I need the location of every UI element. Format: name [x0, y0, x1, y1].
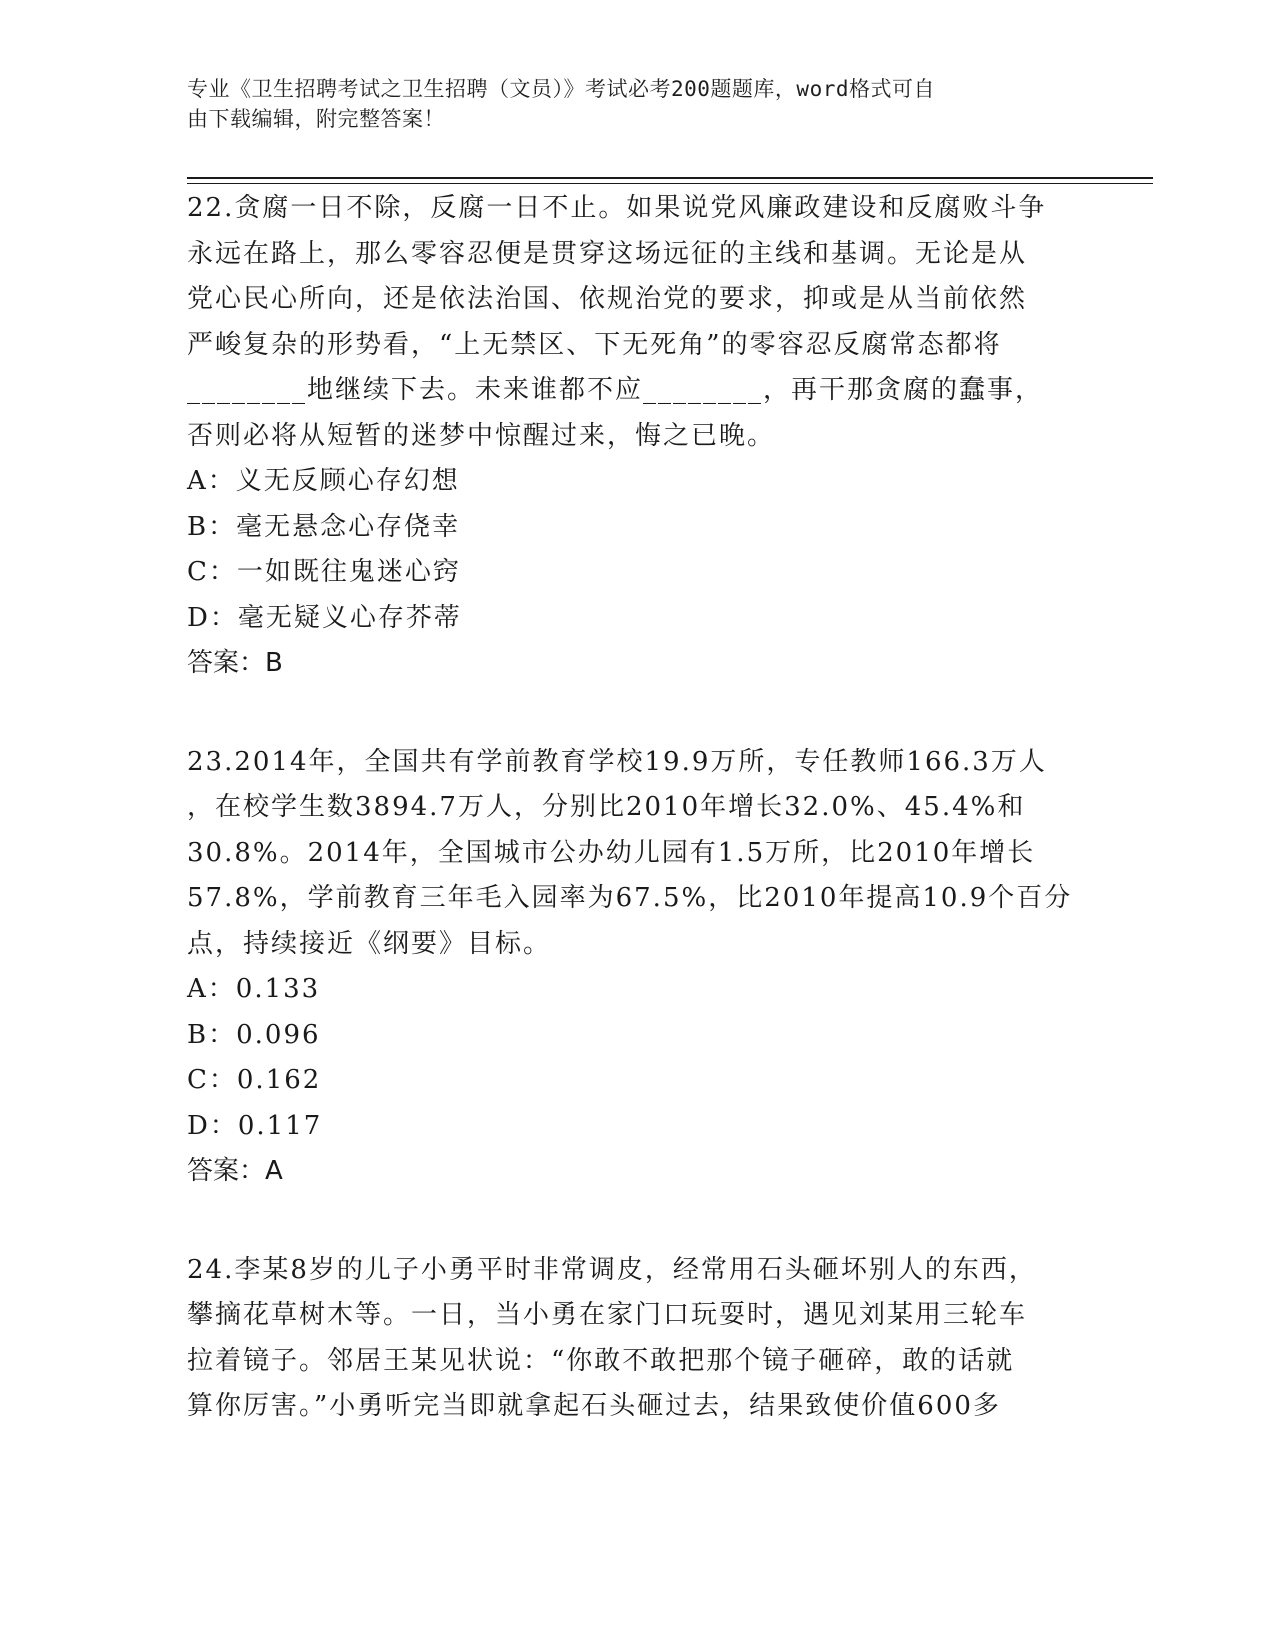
question-24 — [187, 1248, 1087, 1430]
option-c: C：一如既往鬼迷心窍 — [187, 557, 461, 587]
question-23 — [187, 740, 1087, 1195]
stem-line: 57.8%，学前教育三年毛入园率为67.5%，比2010年提高10.9个百分 — [187, 883, 1073, 913]
stem-line: 拉着镜子。邻居王某见状说：“你敢不敢把那个镜子砸碎，敢的话就 — [187, 1345, 1015, 1376]
stem-line: 23.2014年，全国共有学前教育学校19.9万所，专任教师166.3万人 — [187, 746, 1047, 777]
stem-line: 点，持续接近《纲要》目标。 — [187, 928, 552, 959]
page-header — [187, 74, 1067, 134]
stem-line: ，在校学生数3894.7万人，分别比2010年增长32.0%、45.4%和 — [187, 792, 1026, 822]
question-list — [187, 186, 1087, 1430]
header-divider — [187, 177, 1153, 184]
question-22 — [187, 186, 1087, 687]
question-stem — [187, 1248, 1087, 1430]
stem-line: 党心民心所向，还是依法治国、依规治党的要求，抑或是从当前依然 — [187, 284, 1028, 314]
option-a: A：义无反顾心存幻想 — [187, 466, 460, 496]
option-b: B：毫无悬念心存侥幸 — [187, 511, 461, 542]
option-d: D：0.117 — [187, 1110, 323, 1141]
stem-line: 否则必将从短暂的迷梦中惊醒过来，悔之已晚。 — [187, 420, 776, 451]
question-spacer — [187, 687, 1087, 740]
option-c: C：0.162 — [187, 1065, 322, 1095]
question-spacer — [187, 1195, 1087, 1248]
answer-label: 答案：A — [187, 1156, 283, 1186]
stem-line: 算你厉害。”小勇听完当即就拿起石头砸过去，结果致使价值600多 — [187, 1391, 1001, 1421]
stem-line: 24.李某8岁的儿子小勇平时非常调皮，经常用石头砸坏别人的东西， — [187, 1254, 1037, 1285]
question-stem — [187, 186, 1087, 459]
option-b: B：0.096 — [187, 1019, 321, 1050]
stem-line: 22.贪腐一日不除，反腐一日不止。如果说党风廉政建设和反腐败斗争 — [187, 193, 1047, 223]
option-d: D：毫无疑义心存芥蒂 — [187, 602, 462, 633]
header-title-line-1: 专业《卫生招聘考试之卫生招聘（文员）》考试必考200题题库，word格式可自 — [187, 77, 935, 101]
stem-line: 严峻复杂的形势看，“上无禁区、下无死角”的零容忍反腐常态都将 — [187, 329, 1002, 360]
answer-label: 答案：B — [187, 648, 283, 678]
question-stem — [187, 740, 1087, 968]
stem-line: 攀摘花草树木等。一日，当小勇在家门口玩耍时，遇见刘某用三轮车 — [187, 1300, 1028, 1330]
stem-line: 30.8%。2014年，全国城市公办幼儿园有1.5万所，比2010年增长 — [187, 837, 1036, 868]
stem-line: 永远在路上，那么零容忍便是贯穿这场远征的主线和基调。无论是从 — [187, 238, 1028, 269]
header-title-line-2: 由下载编辑，附完整答案！ — [187, 107, 445, 131]
option-a: A：0.133 — [187, 974, 321, 1004]
stem-line: ________地继续下去。未来谁都不应________，再干那贪腐的蠢事， — [187, 375, 1044, 405]
